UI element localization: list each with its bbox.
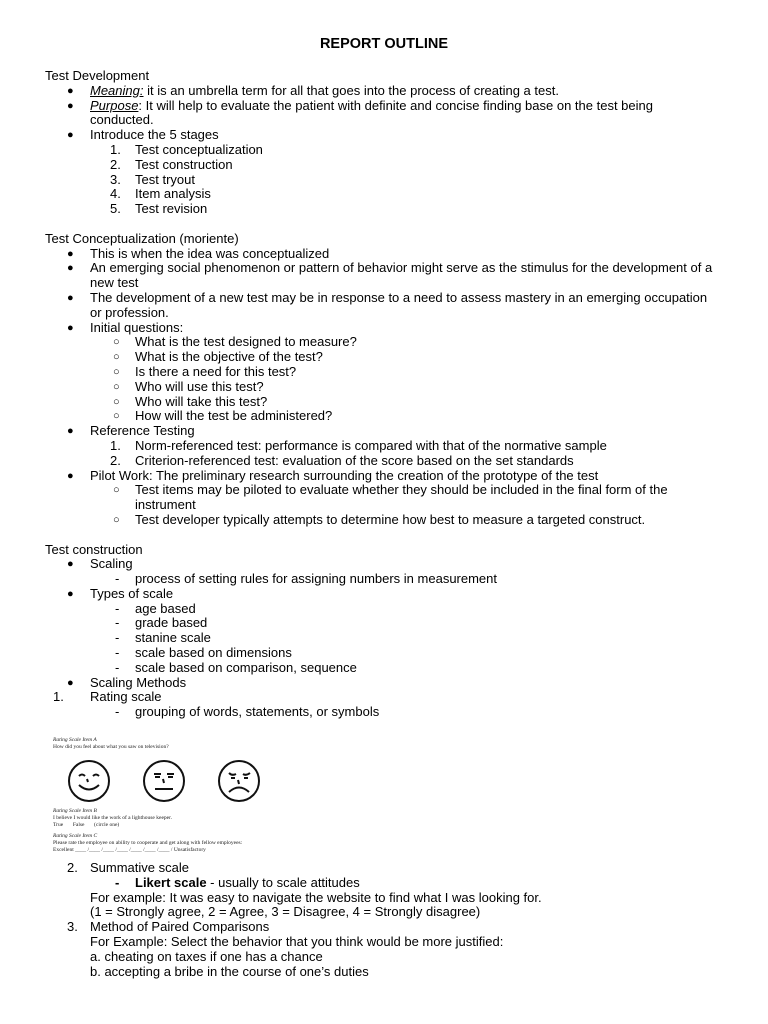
list-item [45, 572, 715, 587]
dash-bullet-icon: - [115, 874, 120, 890]
bullet-icon: ● [67, 84, 74, 97]
document-body [45, 69, 715, 979]
item-text: Pilot Work: The preliminary research surrounding the creation of the prototype of the test [90, 467, 599, 483]
list-item [45, 261, 715, 291]
item-text: Reference Testing [90, 423, 195, 439]
list-number: 1. [53, 689, 64, 705]
dash-bullet-icon: - [115, 704, 120, 720]
item-text: age based [135, 600, 196, 616]
list-item [45, 602, 715, 617]
circle-bullet-icon: ○ [113, 484, 120, 497]
list-number: 2. [67, 860, 78, 876]
item-text: scale based on comparison, sequence [135, 659, 357, 675]
list-item [45, 128, 715, 143]
list-item [45, 616, 715, 631]
item-text: scale based on dimensions [135, 645, 292, 661]
item-text: Test developer typically attempts to determine how best to measure a targeted construct. [135, 511, 646, 527]
page-title: REPORT OUTLINE [319, 36, 449, 52]
item-text: it is an umbrella term for all that goes into the process of creating a test. [143, 82, 559, 98]
item-text: stanine scale [135, 630, 211, 646]
list-item [45, 557, 715, 572]
list-number: 1. [110, 437, 121, 453]
item-text: Introduce the 5 stages [90, 127, 219, 143]
circle-bullet-icon: ○ [113, 395, 120, 408]
figure-answer-c: Excellent ____ /____ /____ /____ /____ /____ /____ / Unsatisfactory [53, 847, 206, 854]
bullet-icon: ● [67, 587, 74, 600]
term-purpose: Purpose [90, 97, 139, 113]
list-item [45, 84, 715, 99]
faces-illustration [65, 759, 275, 803]
sad-face-icon [219, 761, 259, 801]
item-text: grouping of words, statements, or symbols [135, 704, 380, 720]
item-text: Who will take this test? [135, 393, 268, 409]
dash-bullet-icon: - [115, 571, 120, 587]
item-text: Types of scale [90, 585, 174, 601]
term-likert: Likert scale [135, 874, 207, 890]
list-item [45, 861, 715, 876]
list-item [45, 409, 715, 424]
example-line: For example: It was easy to navigate the website to find what I was looking for. [90, 889, 542, 905]
happy-face-icon [69, 761, 109, 801]
item-text: How will the test be administered? [135, 408, 333, 424]
bullet-icon: ● [67, 469, 74, 482]
item-text: Test tryout [135, 171, 195, 187]
bullet-icon: ● [67, 247, 74, 260]
bullet-icon: ● [67, 558, 74, 571]
list-item [45, 424, 715, 439]
item-text: process of setting rules for assigning numbers in measurement [135, 571, 498, 587]
example-line: For Example: Select the behavior that you think would be more justified: [90, 934, 504, 950]
list-number: 3. [110, 171, 121, 187]
dash-bullet-icon: - [115, 645, 120, 661]
dash-bullet-icon: - [115, 600, 120, 616]
list-item [45, 705, 715, 720]
list-item [45, 380, 715, 395]
list-item [45, 291, 715, 321]
list-item [45, 513, 715, 528]
circle-bullet-icon: ○ [113, 351, 120, 364]
list-number: 4. [110, 186, 121, 202]
list-item [45, 469, 715, 484]
list-item [45, 335, 715, 350]
list-item [45, 365, 715, 380]
bullet-icon: ● [67, 425, 74, 438]
figure-answer-b: True False (circle one) [53, 822, 120, 829]
list-number: 3. [67, 919, 78, 935]
list-item [45, 143, 715, 158]
item-text: What is the objective of the test? [135, 349, 323, 365]
circle-bullet-icon: ○ [113, 380, 120, 393]
list-item [45, 202, 715, 217]
figure-question-b: I believe I would like the work of a lighthouse keeper. [53, 815, 172, 822]
circle-bullet-icon: ○ [113, 336, 120, 349]
item-text: Norm-referenced test: performance is compared with that of the normative sample [135, 437, 607, 453]
list-item [45, 690, 715, 705]
section-heading-test-conceptualization: Test Conceptualization (moriente) [45, 230, 239, 246]
item-text: Test items may be piloted to evaluate whether they should be included in the final form of the instrument [135, 482, 668, 513]
list-item [45, 920, 715, 935]
item-text: Scaling [90, 556, 133, 572]
dash-bullet-icon: - [115, 630, 120, 646]
list-item [45, 676, 715, 691]
dash-bullet-icon: - [115, 615, 120, 631]
item-text: Criterion-referenced test: evaluation of the score based on the set standards [135, 452, 574, 468]
term-meaning: Meaning: [90, 82, 144, 98]
item-text: Test conceptualization [135, 141, 263, 157]
figure-caption-c: Rating Scale Item C [53, 833, 98, 840]
section-heading-test-development: Test Development [45, 68, 150, 83]
list-item [45, 99, 715, 129]
bullet-icon: ● [67, 129, 74, 142]
list-item [45, 439, 715, 454]
list-item [45, 876, 715, 891]
item-text: What is the test designed to measure? [135, 334, 357, 350]
item-text: Scaling Methods [90, 674, 187, 690]
item-text: An emerging social phenomenon or pattern of behavior might serve as the stimulus for the development of a new test [90, 260, 713, 291]
item-text: Is there a need for this test? [135, 363, 297, 379]
example-option: a. cheating on taxes if one has a chance [90, 948, 323, 964]
item-text: Who will use this test? [135, 378, 264, 394]
list-item [45, 646, 715, 661]
list-item [45, 158, 715, 173]
list-item [45, 483, 715, 513]
bullet-icon: ● [67, 291, 74, 304]
list-number: 2. [110, 452, 121, 468]
neutral-face-icon [144, 761, 184, 801]
list-item [45, 350, 715, 365]
bullet-icon: ● [67, 321, 74, 334]
bullet-icon: ● [67, 99, 74, 112]
example-option: b. accepting a bribe in the course of one’s duties [90, 963, 369, 979]
bullet-icon: ● [67, 676, 74, 689]
item-text: This is when the idea was conceptualized [90, 245, 330, 261]
bullet-icon: ● [67, 262, 74, 275]
list-item [45, 247, 715, 262]
item-text: Summative scale [90, 860, 189, 876]
list-item [45, 661, 715, 676]
list-item [45, 395, 715, 410]
figure-question-c: Please rate the employee on ability to cooperate and get along with fellow employees: [53, 840, 243, 847]
figure-caption-b: Rating Scale Item B [53, 808, 97, 815]
item-text: : It will help to evaluate the patient with definite and concise finding base on the test being conducted. [90, 97, 653, 128]
list-item [45, 454, 715, 469]
list-item [45, 173, 715, 188]
section-heading-test-construction: Test construction [45, 541, 143, 557]
list-item [45, 321, 715, 336]
item-text: Item analysis [135, 186, 211, 202]
item-text: Test construction [135, 156, 233, 172]
item-text: Rating scale [90, 689, 162, 705]
item-text: Test revision [135, 201, 208, 217]
rating-scale-figure [53, 737, 283, 855]
item-text: The development of a new test may be in response to a need to assess mastery in an emerging occupation or profession. [90, 289, 708, 320]
list-number: 2. [110, 156, 121, 172]
list-item [45, 587, 715, 602]
item-text: Method of Paired Comparisons [90, 919, 270, 935]
figure-question-a: How did you feel about what you saw on television? [53, 744, 169, 751]
circle-bullet-icon: ○ [113, 513, 120, 526]
list-item [45, 187, 715, 202]
item-text: - usually to scale attitudes [206, 874, 360, 890]
dash-bullet-icon: - [115, 659, 120, 675]
figure-caption-a: Rating Scale Item A [53, 737, 97, 744]
example-line: (1 = Strongly agree, 2 = Agree, 3 = Disagree, 4 = Strongly disagree) [90, 904, 481, 920]
item-text: Initial questions: [90, 319, 184, 335]
list-number: 5. [110, 201, 121, 217]
circle-bullet-icon: ○ [113, 410, 120, 423]
list-number: 1. [110, 141, 121, 157]
item-text: grade based [135, 615, 208, 631]
circle-bullet-icon: ○ [113, 365, 120, 378]
list-item [45, 631, 715, 646]
